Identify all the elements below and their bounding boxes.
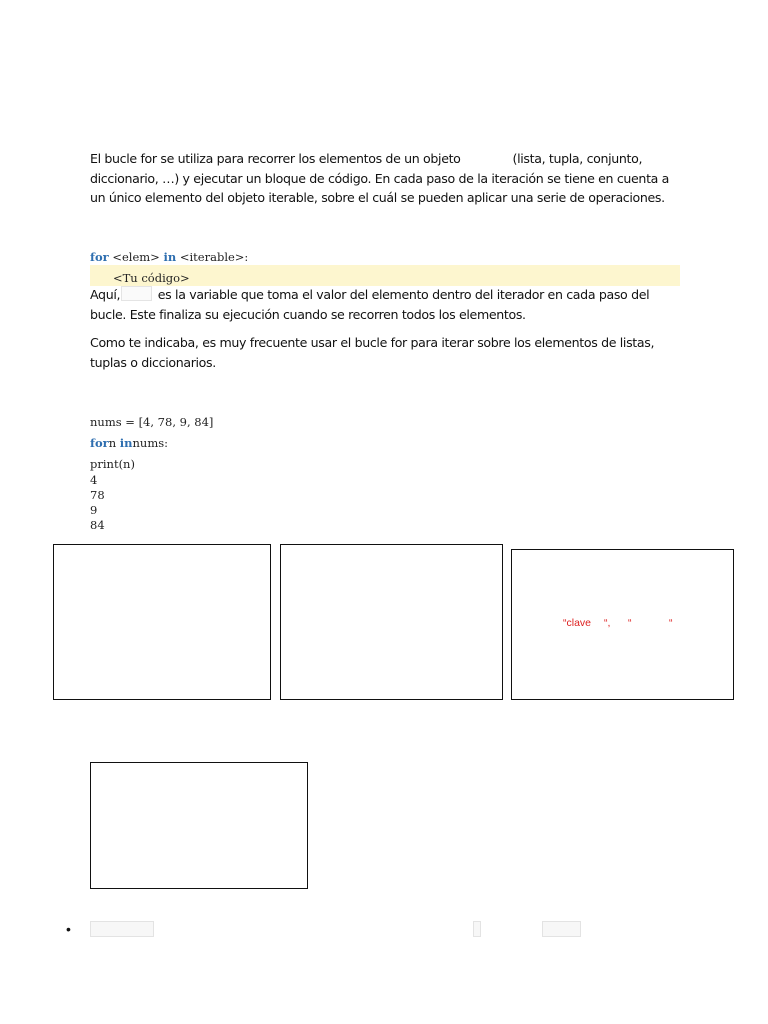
image-frame-4: [90, 762, 308, 889]
dict-quote: “,: [604, 617, 611, 629]
bullet-marker: •: [66, 921, 71, 937]
redacted-placeholder: [90, 921, 154, 937]
output-line: 9: [90, 503, 98, 517]
image-frame-3: [511, 549, 734, 700]
keyword-for: for: [90, 250, 109, 264]
example-line-3: print(n): [90, 457, 135, 471]
example-iter: nums:: [132, 436, 168, 450]
dict-key-text: “clave: [563, 617, 592, 629]
keyword-in: in: [163, 250, 177, 264]
example-line-1: nums = [4, 78, 9, 84]: [90, 415, 214, 429]
image-frame-2: [280, 544, 503, 700]
dict-quote: “: [628, 617, 632, 629]
explanation-paragraph: [90, 285, 650, 324]
dict-quote: “: [669, 617, 673, 629]
output-line: 78: [90, 488, 105, 502]
syntax-body: <Tu código>: [113, 271, 190, 285]
for-syntax-line: [90, 250, 248, 264]
syntax-elem: <elem>: [112, 250, 160, 264]
syntax-iterable: <iterable>:: [179, 250, 249, 264]
intro-text-part2: (lista, tupla, conjunto, diccionario, …) y ejecutar un bloque de código. En cada paso de la iteración se tiene en cuenta a un único elemento del objeto iterable, sobre el cuál se pueden aplicar una serie de operaciones.: [90, 151, 670, 205]
inline-code-placeholder: [121, 286, 152, 301]
intro-text-part1: El bucle for se utiliza para recorrer los elementos de un objeto: [90, 151, 461, 166]
image-frame-1: [53, 544, 271, 700]
example-var: n: [108, 436, 117, 450]
explanation-part1: Aquí,: [90, 287, 121, 302]
explanation-part2: es la variable que toma el valor del elemento dentro del iterador en cada paso del bucle. Este finaliza su ejecución cuando se recorren todos los elementos.: [90, 287, 650, 322]
example-line-2: [90, 436, 168, 450]
keyword-for: for: [90, 436, 109, 450]
output-line: 84: [90, 518, 105, 532]
keyword-in: in: [119, 436, 133, 450]
redacted-placeholder: [542, 921, 581, 937]
intro-paragraph: [90, 149, 680, 208]
usage-paragraph: Como te indicaba, es muy frecuente usar el bucle for para iterar sobre los elementos de listas, tuplas o diccionarios.: [90, 335, 655, 370]
output-line: 4: [90, 473, 98, 487]
redacted-placeholder: [473, 921, 481, 937]
